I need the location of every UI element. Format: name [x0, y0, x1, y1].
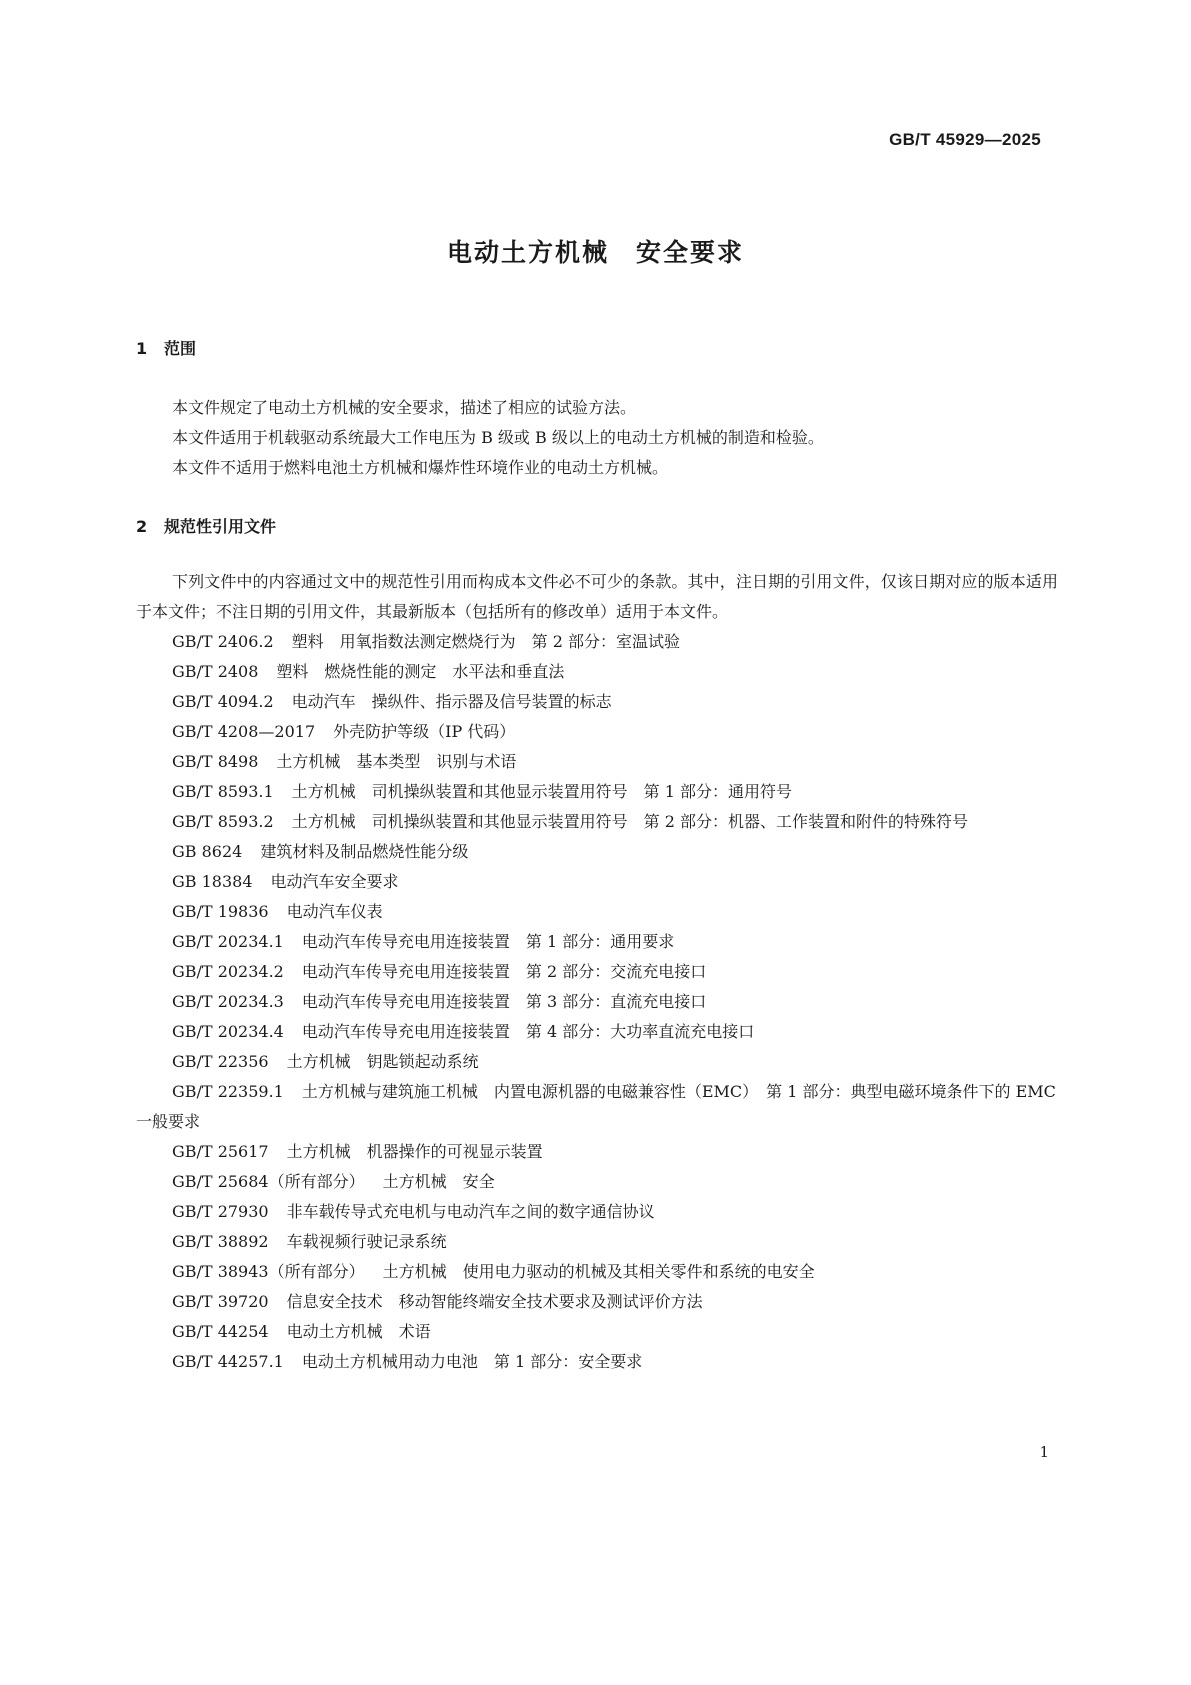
reference-title: 土方机械 司机操纵装置和其他显示装置用符号 第 2 部分：机器、工作装置和附件的特殊符号	[291, 812, 969, 831]
reference-item	[136, 987, 1058, 1017]
section-title: 规范性引用文件	[164, 517, 277, 536]
reference-title: 土方机械 安全	[382, 1172, 495, 1191]
reference-item	[136, 1257, 1058, 1287]
paragraph: 本文件适用于机载驱动系统最大工作电压为 B 级或 B 级以上的电动土方机械的制造和检验。	[172, 428, 824, 447]
reference-title: 车载视频行驶记录系统	[286, 1232, 447, 1251]
section-1-heading	[136, 336, 196, 359]
reference-item	[136, 1227, 1058, 1257]
reference-item	[136, 777, 1058, 807]
document-code: GB/T 45929—2025	[889, 130, 1041, 149]
section-number: 1	[136, 339, 148, 358]
reference-title: 电动汽车传导充电用连接装置 第 3 部分：直流充电接口	[301, 992, 707, 1011]
reference-title: 外壳防护等级（IP 代码）	[333, 722, 516, 741]
reference-item	[136, 627, 1058, 657]
reference-code: GB/T 27930	[172, 1202, 269, 1221]
reference-item	[136, 1077, 1058, 1137]
section-number: 2	[136, 517, 148, 536]
reference-item	[136, 1167, 1058, 1197]
reference-title: 信息安全技术 移动智能终端安全技术要求及测试评价方法	[286, 1292, 703, 1311]
reference-code: GB/T 8593.1	[172, 782, 274, 801]
reference-list	[136, 627, 1058, 1377]
reference-title: 电动汽车 操纵件、指示器及信号装置的标志	[291, 692, 612, 711]
reference-code: GB/T 20234.3	[172, 992, 284, 1011]
reference-title: 土方机械 基本类型 识别与术语	[276, 752, 517, 771]
reference-title: 土方机械与建筑施工机械 内置电源机器的电磁兼容性（EMC） 第 1 部分：典型电磁环境条件下的 EMC 一般要求	[136, 1082, 1056, 1131]
reference-code: GB/T 20234.2	[172, 962, 284, 981]
reference-code: GB/T 25684（所有部分）	[172, 1172, 365, 1191]
reference-code: GB/T 4094.2	[172, 692, 274, 711]
section-2-heading	[136, 514, 276, 537]
reference-code: GB/T 8593.2	[172, 812, 274, 831]
reference-code: GB/T 4208—2017	[172, 722, 316, 741]
reference-title: 电动汽车传导充电用连接装置 第 2 部分：交流充电接口	[301, 962, 707, 981]
reference-code: GB/T 38892	[172, 1232, 269, 1251]
reference-item	[136, 957, 1058, 987]
reference-item	[136, 747, 1058, 777]
page-number: 1	[1039, 1443, 1049, 1461]
section-2-body	[136, 567, 1058, 1377]
reference-title: 电动汽车传导充电用连接装置 第 1 部分：通用要求	[301, 932, 675, 951]
reference-title: 电动土方机械 术语	[286, 1322, 431, 1341]
reference-code: GB/T 19836	[172, 902, 269, 921]
reference-title: 建筑材料及制品燃烧性能分级	[260, 842, 469, 861]
reference-item	[136, 837, 1058, 867]
reference-title: 非车载传导式充电机与电动汽车之间的数字通信协议	[286, 1202, 655, 1221]
reference-code: GB 8624	[172, 842, 243, 861]
reference-item	[136, 1197, 1058, 1227]
reference-item	[136, 657, 1058, 687]
reference-code: GB/T 8498	[172, 752, 259, 771]
reference-title: 电动汽车仪表	[286, 902, 383, 921]
reference-item	[136, 717, 1058, 747]
reference-item	[136, 927, 1058, 957]
reference-item	[136, 1137, 1058, 1167]
reference-item	[136, 897, 1058, 927]
reference-code: GB 18384	[172, 872, 253, 891]
reference-item	[136, 687, 1058, 717]
reference-title: 土方机械 机器操作的可视显示装置	[286, 1142, 543, 1161]
reference-code: GB/T 22359.1	[172, 1082, 284, 1101]
reference-title: 土方机械 司机操纵装置和其他显示装置用符号 第 1 部分：通用符号	[291, 782, 793, 801]
reference-code: GB/T 22356	[172, 1052, 269, 1071]
paragraph: 本文件规定了电动土方机械的安全要求，描述了相应的试验方法。	[172, 398, 637, 417]
reference-item	[136, 1017, 1058, 1047]
reference-code: GB/T 38943（所有部分）	[172, 1262, 365, 1281]
reference-item	[136, 1347, 1058, 1377]
reference-code: GB/T 39720	[172, 1292, 269, 1311]
section-title: 范围	[164, 339, 197, 358]
reference-item	[136, 1287, 1058, 1317]
reference-title: 电动汽车传导充电用连接装置 第 4 部分：大功率直流充电接口	[301, 1022, 755, 1041]
reference-title: 土方机械 使用电力驱动的机械及其相关零件和系统的电安全	[382, 1262, 815, 1281]
reference-title: 电动土方机械用动力电池 第 1 部分：安全要求	[301, 1352, 643, 1371]
document-title: 电动土方机械 安全要求	[446, 238, 744, 267]
section-1-body	[136, 393, 1058, 483]
reference-code: GB/T 20234.1	[172, 932, 284, 951]
reference-title: 电动汽车安全要求	[270, 872, 399, 891]
reference-code: GB/T 44257.1	[172, 1352, 284, 1371]
reference-code: GB/T 25617	[172, 1142, 269, 1161]
reference-item	[136, 1047, 1058, 1077]
reference-code: GB/T 2406.2	[172, 632, 274, 651]
reference-title: 塑料 用氧指数法测定燃烧行为 第 2 部分：室温试验	[291, 632, 681, 651]
reference-title: 塑料 燃烧性能的测定 水平法和垂直法	[276, 662, 565, 681]
reference-code: GB/T 44254	[172, 1322, 269, 1341]
reference-item	[136, 1317, 1058, 1347]
reference-item	[136, 867, 1058, 897]
reference-item	[136, 807, 1058, 837]
reference-code: GB/T 20234.4	[172, 1022, 284, 1041]
reference-title: 土方机械 钥匙锁起动系统	[286, 1052, 479, 1071]
paragraph: 本文件不适用于燃料电池土方机械和爆炸性环境作业的电动土方机械。	[172, 458, 669, 477]
intro-paragraph: 下列文件中的内容通过文中的规范性引用而构成本文件必不可少的条款。其中，注日期的引用文件，仅该日期对应的版本适用于本文件；不注日期的引用文件，其最新版本（包括所有的修改单）适用于本文件。	[136, 572, 1058, 621]
reference-code: GB/T 2408	[172, 662, 259, 681]
